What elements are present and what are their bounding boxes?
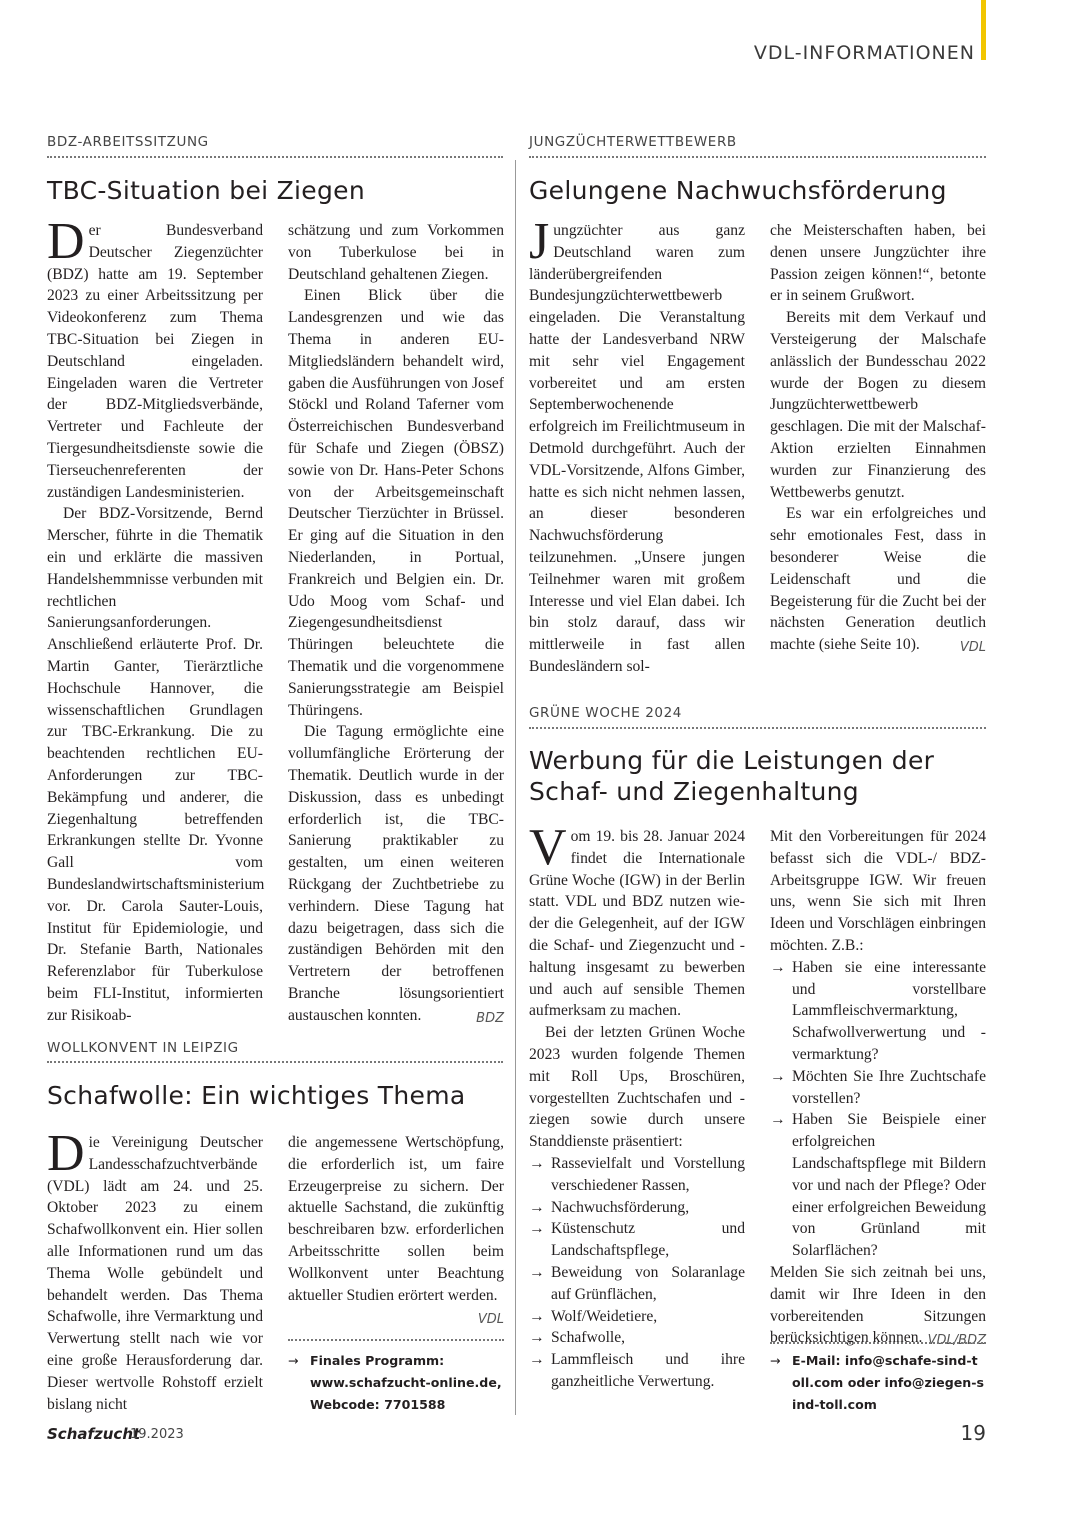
title-gruene-woche	[529, 745, 934, 807]
tbc-col-2	[288, 220, 504, 1029]
arrow-icon: →	[529, 1154, 545, 1172]
arrow-icon: →	[529, 1351, 545, 1369]
jungzuechter-col-2	[770, 220, 986, 659]
jungzuechter-p3: Es war ein erfolgreiches und sehr emotionales Fest, dass in besonderer Weise die Leidenschaft und die Begeisterung für die Zucht bei der nächsten Generation deutlich machte (siehe Seite 10).	[770, 505, 986, 654]
title-gruene-woche-line2: Schaf- und Ziegenhaltung	[529, 777, 859, 806]
divider-wolle	[47, 1061, 503, 1063]
kicker-wolle: WOLLKONVENT IN LEIPZIG	[47, 1040, 239, 1056]
kicker-jungzuechter: JUNGZÜCHTERWETTBEWERB	[529, 134, 737, 150]
gruene-woche-list-2	[770, 957, 986, 1262]
kicker-tbc: BDZ-ARBEITSSITZUNG	[47, 134, 209, 150]
accent-bar	[981, 0, 986, 60]
gruene-woche-info	[770, 1350, 984, 1416]
author-tbc: BDZ	[476, 1010, 504, 1026]
tbc-p2-cont: schätzung und zum Vorkommen von Tuberkulose bei in Deutschland gehaltenen Ziegen.	[288, 222, 504, 283]
wolle-p1-cont: die angemessene Wertschöpfung, die erforderlich ist, um faire Erzeugerpreise zu sichern. Der aktuelle Sachstand, die zukünftig beschreibaren bzw. erforderlichen Arbeitsschritte sollen beim Wollkonvent unter Beachtung aktueller Studien erörtert werden.	[288, 1134, 504, 1304]
programm-info: Finales Programm: www.schafzucht-online.de, Webcode: 7701588	[310, 1353, 502, 1412]
issue-number: 19.2023	[130, 1427, 184, 1442]
list-item: → Haben Sie Beispiele einer erfolgreichen Landschaftspflege mit Bildern vor und nach der Pflege? Oder einer erfolgreichen Beweidung von Grünland mit Solarflächen?	[770, 1111, 986, 1260]
title-jungzuechter: Gelungene Nachwuchsförderung	[529, 176, 947, 205]
arrow-icon: →	[529, 1220, 545, 1238]
dropcap-gruene-woche: V	[529, 819, 567, 876]
dropcap-wolle: D	[47, 1125, 85, 1182]
author-jungzuechter: VDL	[959, 640, 986, 656]
title-wolle: Schafwolle: Ein wichtiges Thema	[47, 1081, 466, 1110]
gruene-woche-p3: Mit den Vorbereitungen für 2024 befasst sich die VDL-/ BDZ-Arbeitsgruppe IGW. Wir freuen uns, wenn Sie sich mit Ihren Ideen und Vorschlägen einbringen möchten. Z.B.:	[770, 828, 986, 954]
arrow-icon: →	[770, 1111, 786, 1129]
tbc-p4: Die Tagung ermöglichte eine vollumfängliche Erörterung der Thematik. Deutlich wurde in der Diskussion, dass es unbedingt erforderlich ist, die TBC-Sanierung praktikabler zu gestalten, um einen weiteren Rückgang der Zuchtbetriebe zu verhindern. Diese Tagung hat dazu beigetragen, dass sich die zuständigen Behörden mit den Vertretern der betroffenen Branche lösungsorientiert austauschen konnten.	[288, 723, 504, 1024]
arrow-icon: →	[770, 958, 786, 976]
arrow-icon: →	[770, 1353, 781, 1368]
magazine-brand: Schafzucht	[47, 1425, 141, 1443]
jungzuechter-p1-cont: che Meisterschaften haben, bei denen unsere Jungzüchter ihre Passion zeigen können!“, betonte er in seinem Grußwort.	[770, 222, 986, 305]
title-gruene-woche-line1: Werbung für die Leistungen der	[529, 746, 935, 775]
jungzuechter-col-1	[529, 213, 745, 678]
arrow-icon: →	[529, 1198, 545, 1216]
list-item: → Rassevielfalt und Vorstellung verschiedener Rassen,	[529, 1154, 745, 1194]
list-item: → Schafwolle,	[529, 1327, 745, 1349]
arrow-icon: →	[529, 1307, 545, 1325]
wolle-info	[288, 1350, 502, 1416]
gruene-woche-p2: Bei der letzten Grünen Woche 2023 wurden folgende Themen mit Roll Ups, Broschüren, vorgestellten Zuchtschafen und -ziegen sowie durch unsere Standdienste präsentiert:	[529, 1024, 745, 1151]
list-item: → Wolf/Weidetiere,	[529, 1306, 745, 1328]
title-tbc: TBC-Situation bei Ziegen	[47, 176, 365, 205]
list-item: → Küstenschutz und Landschaftspflege,	[529, 1220, 745, 1260]
gruene-woche-list-1	[529, 1153, 745, 1393]
email-info: E-Mail: info@schafe-sind-toll.com oder info@ziegen-sind-toll.com	[792, 1353, 984, 1412]
column-divider	[515, 160, 516, 1415]
jungzuechter-p1: ungzüchter aus ganz Deutschland waren zum länderübergreifenden Bundesjungzüchterwettbewerb eingeladen. Die Veranstaltung hatte der Landesverband NRW mit sehr viel Engagement vorbereitet und am ersten Septemberwochenende erfolgreich im Freilichtmuseum in Detmold durchgeführt. Auch der VDL-Vorsitzende, Alfons Gimber, hatte es sich nicht nehmen lassen, an dieser besonderen Nachwuchsförderung teilzunehmen. „Unsere jungen Teilnehmer waren mit großem Interesse und viel Elan dabei. Ich bin stolz darauf, dass wir mittlerweile in fast allen Bundesländern sol-	[529, 222, 745, 675]
dropcap-jungzuechter: J	[529, 213, 550, 270]
wolle-col-2	[288, 1132, 504, 1331]
dropcap-tbc: D	[47, 213, 85, 270]
list-item: → Beweidung von Solaranlage auf Grünflächen,	[529, 1263, 745, 1303]
tbc-p2: Der BDZ-Vorsitzende, Bernd Merscher, führte in die Thematik ein und erklärte die massiven Handelshemmnisse verbunden mit rechtlichen Sanierungsanforderungen. Anschließend erläuterte Prof. Dr. Martin Ganter, Tierärztliche Hochschule Hannover, die wissenschaftlichen Grundlagen zur TBC-Erkrankung. Die zu beachtenden rechtlichen EU-Anforderungen zur TBC-Bekämpfung und anderer, die Ziegenhaltung betreffenden Erkrankungen stellte Dr. Yvonne Gall vom Bundeslandwirtschaftsministerium vor. Dr. Carola Sauter-Louis, Institut für Epidemiologie, und Dr. Stefanie Barth, Nationales Referenzlabor für Tuberkulose beim FLI-Institut, informierten zur Risikoab-	[47, 505, 265, 1024]
section-label: VDL-INFORMATIONEN	[753, 42, 975, 64]
divider-tbc	[47, 156, 503, 158]
divider-jungzuechter	[529, 156, 986, 158]
divider-gruene-woche-info	[770, 1342, 986, 1344]
author-wolle: VDL	[477, 1312, 504, 1328]
wolle-col-1	[47, 1125, 263, 1415]
gruene-woche-col-1	[529, 819, 745, 1393]
divider-gruene-woche	[529, 727, 986, 729]
list-item: → Möchten Sie Ihre Zuchtschafe vorstellen?	[770, 1067, 986, 1107]
arrow-icon: →	[529, 1263, 545, 1281]
tbc-p1: er Bundesverband Deutscher Ziegenzüchter (BDZ) hatte am 19. September 2023 zu einer Arbeitssitzung per Videokonferenz zum Thema TBC-Situation bei Ziegen in Deutschland eingeladen. Eingeladen waren die Vertreter der BDZ-Mitgliedsverbände, Vertreter und Fachleute der Tiergesundheitsdienste sowie die Tierseuchenreferenten der zuständigen Landesministerien.	[47, 222, 263, 501]
list-item: → Nachwuchsförderung,	[529, 1197, 745, 1219]
kicker-gruene-woche: GRÜNE WOCHE 2024	[529, 705, 682, 721]
divider-wolle-info	[288, 1339, 504, 1341]
tbc-p3: Einen Blick über die Landesgrenzen und wie das Thema in anderen EU-Mitgliedsländern behandelt wird, gaben die Ausführungen von Josef Stöckl und Roland Taferner vom Österreichischen Bundesverband für Schafe und Ziegen (ÖBSZ) sowie von Dr. Hans-Peter Schons von der Arbeitsgemeinschaft Deutscher Tierzüchter in Brüssel. Er ging auf die Situation in den Niederlanden, in Portual, Frankreich und Belgien ein. Dr. Udo Moog vom Schaf- und Ziegengesundheitsdienst Thüringen beleuchtete die Thematik und die vorgenommene Sanierungsstrategie am Beispiel Thüringens.	[288, 287, 504, 719]
wolle-p1: ie Vereinigung Deutscher Landesschafzuchtverbände (VDL) lädt am 24. und 25. Oktober 2023 zu einem Schafwollkonvent ein. Hier sollen alle Informationen rund um das Thema Wolle gebündelt und behandelt werden. Das Thema Schafwolle, ihre Vermarktung und Verwertung stellt nach wie vor eine große Herausforderung dar. Dieser wertvolle Rohstoff erzielt bislang nicht	[47, 1134, 263, 1413]
arrow-icon: →	[529, 1329, 545, 1347]
list-item: → Haben sie eine interessante und vorstellbare Lammfleischvermarktung, Schafwollverwertung und -vermarktung?	[770, 958, 986, 1063]
list-item: → Lammfleisch und ihre ganzheitliche Verwertung.	[529, 1351, 745, 1390]
page-number: 19	[960, 1421, 986, 1445]
jungzuechter-p2: Bereits mit dem Verkauf und Versteigerung der Malschafe anlässlich der Bundesschau 2022 wurde der Bogen zu diesem Jungzüchterwettbewerb geschlagen. Die mit der Malschaf-Aktion erzielten Einnahmen wurden zur Finanzierung des Wettbewerbs genutzt.	[770, 309, 986, 501]
gruene-woche-p1: om 19. bis 28. Januar 2024 findet die Internationale Grüne Woche (IGW) in der Berlin statt. VDL und BDZ nutzen wie-der die Gelegenheit, auf der IGW die Schaf- und Ziegenzucht und -haltung insgesamt zu bewerben und auch auf sensible Themen aufmerksam zu machen.	[529, 828, 745, 1020]
author-gruene-woche: VDL/BDZ	[927, 1333, 986, 1349]
tbc-col-1	[47, 213, 265, 1026]
gruene-woche-p4: Melden Sie sich zeitnah bei uns, damit wir Ihre Ideen in den vorbereitenden Sitzungen berücksichtigen können.	[770, 1263, 986, 1347]
arrow-icon: →	[288, 1353, 299, 1368]
arrow-icon: →	[770, 1067, 786, 1085]
gruene-woche-col-2	[770, 826, 986, 1352]
